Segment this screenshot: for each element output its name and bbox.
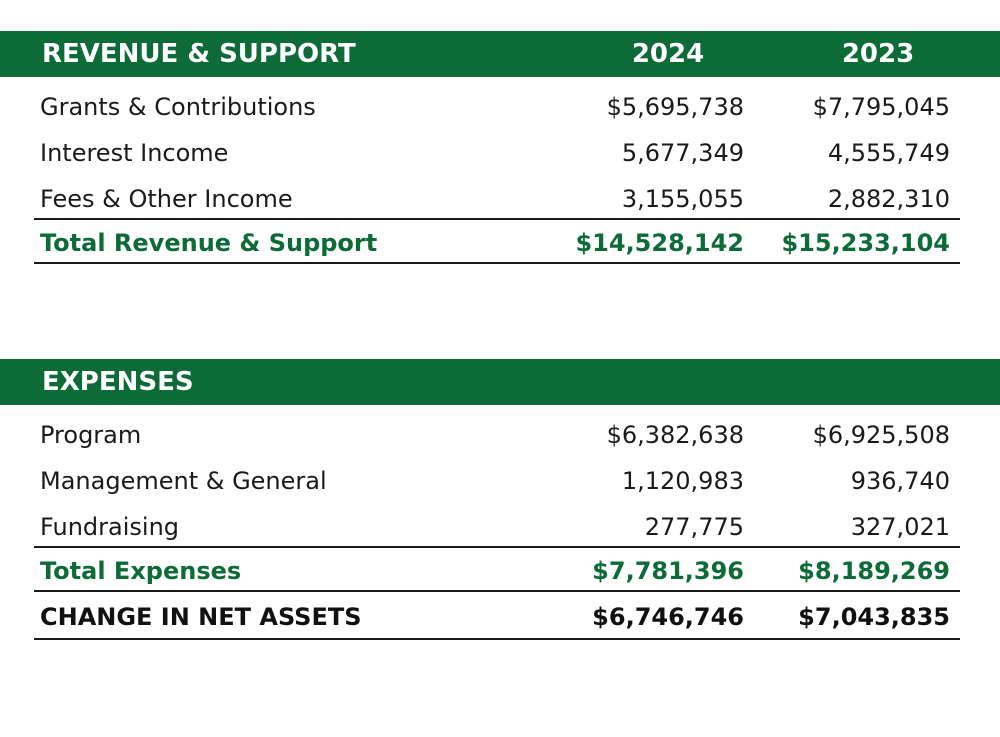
expenses-title: EXPENSES [42, 367, 194, 397]
value-2024: $5,695,738 [606, 93, 744, 121]
year-2024-header: 2024 [631, 39, 705, 69]
expenses-header [0, 359, 1000, 405]
total-value-2023: $8,189,269 [798, 557, 950, 585]
total-revenue-row [34, 218, 960, 264]
value-2024: 3,155,055 [621, 185, 744, 213]
value-2024: 1,120,983 [621, 467, 744, 495]
table-row [34, 458, 960, 504]
value-2024: $6,382,638 [606, 421, 744, 449]
value-2023: 327,021 [850, 513, 950, 541]
net-assets-value-2024: $6,746,746 [592, 603, 744, 631]
value-2024: 5,677,349 [621, 139, 744, 167]
value-2023: 936,740 [850, 467, 950, 495]
net-assets-value-2023: $7,043,835 [798, 603, 950, 631]
table-row [34, 130, 960, 176]
total-value-2024: $14,528,142 [575, 229, 744, 257]
table-row [34, 504, 960, 550]
revenue-title: REVENUE & SUPPORT [42, 39, 356, 69]
total-value-2024: $7,781,396 [592, 557, 744, 585]
total-label: Total Expenses [40, 557, 242, 585]
total-value-2023: $15,233,104 [781, 229, 950, 257]
row-label: Fees & Other Income [40, 185, 293, 213]
value-2023: $6,925,508 [812, 421, 950, 449]
change-in-net-assets-row [34, 594, 960, 640]
revenue-header [0, 31, 1000, 77]
total-label: Total Revenue & Support [40, 229, 378, 257]
row-label: Interest Income [40, 139, 229, 167]
table-row [34, 412, 960, 458]
value-2023: 2,882,310 [827, 185, 950, 213]
row-label: Program [40, 421, 142, 449]
net-assets-label: CHANGE IN NET ASSETS [40, 603, 362, 631]
year-2023-header: 2023 [841, 39, 915, 69]
row-label: Grants & Contributions [40, 93, 316, 121]
table-row [34, 84, 960, 130]
value-2024: 277,775 [644, 513, 744, 541]
total-expenses-row [34, 546, 960, 592]
value-2023: $7,795,045 [812, 93, 950, 121]
value-2023: 4,555,749 [827, 139, 950, 167]
row-label: Fundraising [40, 513, 180, 541]
row-label: Management & General [40, 467, 327, 495]
table-row [34, 176, 960, 222]
